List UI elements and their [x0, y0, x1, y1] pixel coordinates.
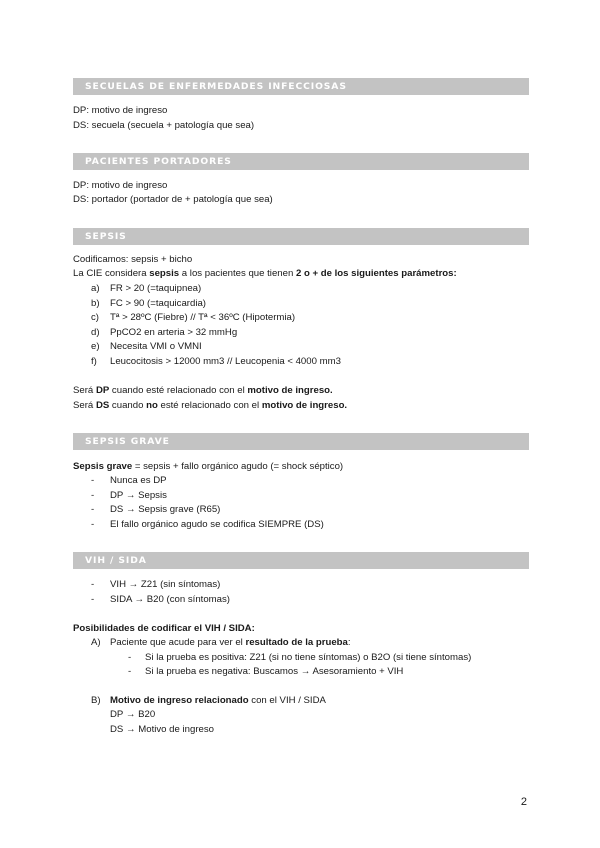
list-item-label: e): [91, 341, 100, 352]
cie-text-sepsis: sepsis: [149, 268, 180, 279]
secuelas-dp: DP: motivo de ingreso: [73, 105, 168, 116]
list-item-text: Si la prueba es negativa: Buscamos → Asesoramiento + VIH: [145, 666, 404, 677]
cie-text-1: La CIE considera: [73, 268, 150, 279]
dp-rule-3: cuando esté relacionado con el: [109, 385, 248, 396]
list-item-label: c): [91, 312, 99, 323]
bullet-dash: -: [128, 666, 132, 677]
option-a-text-3: :: [347, 637, 351, 648]
sepsis-cie-definition: [73, 267, 457, 281]
list-item-text: VIH → Z21 (sin síntomas): [110, 579, 221, 590]
option-b-ds: DS → Motivo de ingreso: [110, 724, 214, 735]
ds-rule-no: no: [146, 400, 158, 411]
bullet-dash: -: [91, 579, 95, 590]
cie-text-colon: :: [453, 268, 457, 279]
page-number: 2: [520, 796, 527, 808]
vih-posibilidades-heading: Posibilidades de codificar el VIH / SIDA:: [73, 623, 255, 634]
list-item-text: SIDA → B20 (con síntomas): [110, 594, 230, 605]
sepsis-codificamos: Codificamos: sepsis + bicho: [73, 254, 193, 265]
section-header-portadores: PACIENTES PORTADORES: [73, 153, 529, 170]
bullet-dash: -: [91, 504, 95, 515]
section-header-sepsis-grave: SEPSIS GRAVE: [73, 433, 529, 450]
option-b-dp: DP → B20: [110, 709, 156, 720]
option-b-label: B): [91, 695, 101, 706]
list-item-label: b): [91, 298, 100, 309]
section-header-vih-sida: VIH / SIDA: [73, 552, 529, 569]
sepsis-ds-rule: [73, 399, 347, 413]
bullet-dash: -: [91, 490, 95, 501]
option-b-text: [110, 694, 326, 708]
list-item-text: DP → Sepsis: [110, 490, 167, 501]
dp-rule-dp: DP: [95, 385, 110, 396]
bullet-dash: -: [91, 594, 95, 605]
ds-rule-ds: DS: [95, 400, 110, 411]
list-item-text: PpCO2 en arteria > 32 mmHg: [110, 327, 238, 338]
section-header-secuelas: SECUELAS DE ENFERMEDADES INFECCIOSAS: [73, 78, 529, 95]
secuelas-ds: DS: secuela (secuela + patología que sea): [73, 120, 255, 131]
dp-rule-motivo: motivo de ingreso.: [247, 385, 333, 396]
portadores-ds: DS: portador (portador de + patología que sea): [73, 194, 273, 205]
list-item-text: FC > 90 (=taquicardia): [110, 298, 206, 309]
option-b-text-2: con el VIH / SIDA: [248, 695, 326, 706]
option-a-text-1: Paciente que acude para ver el: [110, 637, 246, 648]
sepsis-grave-definition: [73, 460, 343, 474]
sepsis-dp-rule: [73, 384, 333, 398]
dp-rule-1: Será: [73, 385, 96, 396]
option-a-text: [110, 636, 351, 650]
list-item-text: Necesita VMI o VMNI: [110, 341, 202, 352]
ds-rule-motivo: motivo de ingreso.: [261, 400, 348, 411]
section-header-sepsis: SEPSIS: [73, 228, 529, 245]
list-item-text: Si la prueba es positiva: Z21 (si no tiene síntomas) o B2O (si tiene síntomas): [145, 652, 472, 663]
bullet-dash: -: [128, 652, 132, 663]
list-item-label: a): [91, 283, 100, 294]
option-b-motivo: Motivo de ingreso relacionado: [110, 695, 249, 706]
ds-rule-1: Será: [73, 400, 96, 411]
option-a-label: A): [91, 637, 101, 648]
cie-text-parametros: 2 o + de los siguientes parámetros: [295, 268, 454, 279]
list-item-text: Nunca es DP: [110, 475, 167, 486]
bullet-dash: -: [91, 475, 95, 486]
portadores-dp: DP: motivo de ingreso: [73, 180, 168, 191]
list-item-text: FR > 20 (=taquipnea): [110, 283, 202, 294]
list-item-text: Leucocitosis > 12000 mm3 // Leucopenia < 4000 mm3: [110, 356, 341, 367]
sepsis-grave-def-text: = sepsis + fallo orgánico agudo (= shock séptico): [132, 461, 344, 472]
cie-text-3: a los pacientes que tienen: [179, 268, 296, 279]
sepsis-grave-term: Sepsis grave: [73, 461, 133, 472]
list-item-text: Tª > 28ºC (Fiebre) // Tª < 36ºC (Hipotermia): [110, 312, 296, 323]
ds-rule-5: esté relacionado con el: [157, 400, 262, 411]
bullet-dash: -: [91, 519, 95, 530]
ds-rule-3: cuando: [109, 400, 147, 411]
list-item-text: DS → Sepsis grave (R65): [110, 504, 221, 515]
list-item-label: d): [91, 327, 100, 338]
list-item-label: f): [91, 356, 97, 367]
list-item-text: El fallo orgánico agudo se codifica SIEMPRE (DS): [110, 519, 324, 530]
option-a-resultado: resultado de la prueba: [245, 637, 348, 648]
